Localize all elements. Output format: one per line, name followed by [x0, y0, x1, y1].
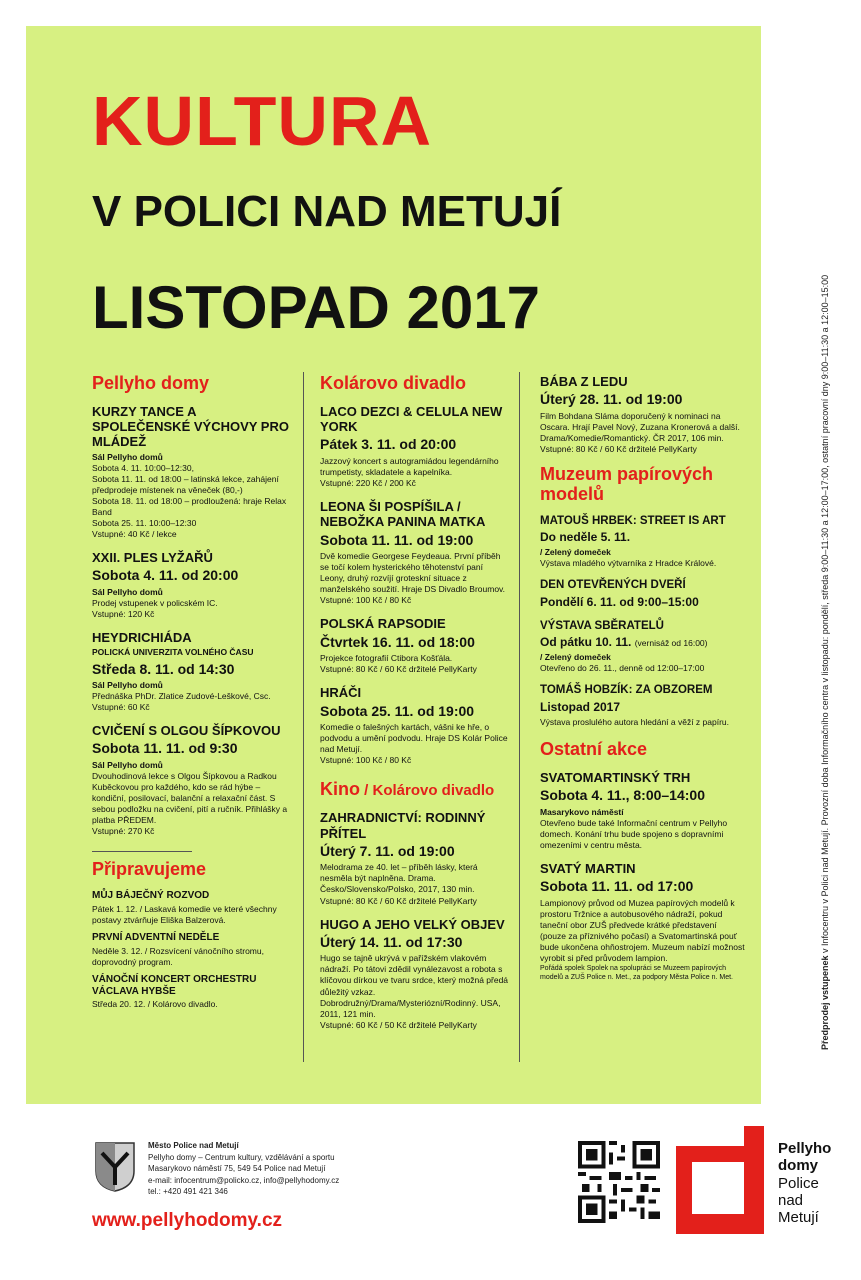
column-kolarovo-divadlo — [320, 374, 510, 1041]
event-title: ZAHRADNICTVÍ: RODINNÝ PŘÍTEL — [320, 810, 486, 841]
event-text: Komedie o falešných kartách, vášni ke hře, o podvodu a umění podvodu. Hraje DS Kolár Police nad Metují. Vstupné: 100 Kč / 80 Kč — [320, 722, 508, 766]
event-title: TOMÁŠ HOBZÍK: ZA OBZOREM — [540, 684, 713, 697]
event-date: Pátek 3. 11. od 20:00 — [320, 436, 457, 453]
event-date: Listopad 2017 — [540, 700, 621, 715]
event-text: Neděle 3. 12. / Rozsvícení vánočního stromu, doprovodný program. — [92, 945, 264, 967]
event — [320, 404, 510, 489]
event — [92, 630, 292, 713]
event-text: Sál Pellyho domů Sobota 4. 11. 10:00–12:30, Sobota 11. 11. od 18:00 – latinská lekce, zahájení předprodeje místenek na věneček (80,-) Sobota 18. 11. od 18:00 – prodloužená: hraje Relax Band Sobota 25. 11. 10:00–12:30 Vstupné: 40 Kč / lekce — [92, 451, 287, 540]
column-pellyho-domy — [92, 374, 292, 1021]
event-date: Úterý 14. 11. od 17:30 — [320, 933, 463, 950]
event — [320, 810, 510, 906]
event-title: LEONA ŠI POSPÍŠILA / NEBOŽKA PANINA MATKA — [320, 499, 486, 530]
event — [320, 616, 510, 675]
event — [92, 404, 292, 540]
event — [92, 723, 292, 837]
column-museum-other — [540, 374, 745, 992]
event-title: VÁNOČNÍ KONCERT ORCHESTRU VÁCLAVA HYBŠE — [92, 973, 257, 997]
event-date: Sobota 11. 11. od 17:00 — [540, 878, 694, 895]
event-title: BÁBA Z LEDU — [540, 374, 628, 389]
event-title: SVATÝ MARTIN — [540, 860, 636, 876]
event-title: KURZY TANCE A SPOLEČENSKÉ VÝCHOVY PRO MLÁDEŽ — [92, 403, 289, 450]
event-text: Jazzový koncert s autogramiádou legendárního trumpetisty, skladatele a kapelníka. Vstupné: 220 Kč / 200 Kč — [320, 455, 499, 489]
event — [540, 374, 745, 455]
event — [540, 515, 745, 570]
headline-kultura: KULTURA — [92, 82, 433, 160]
headline-town: V POLICI NAD METUJÍ — [92, 187, 562, 236]
pellyho-domy-logo-icon — [676, 1126, 764, 1234]
event-text: / Zelený domeček Otevřeno do 26. 11., denně od 12:00–17:00 — [540, 652, 705, 674]
event — [540, 770, 745, 851]
event — [92, 550, 292, 620]
event — [540, 620, 745, 675]
section-title: Kino / Kolárovo divadlo — [320, 779, 495, 800]
footer-address: Město Police nad Metují Pellyho domy – Centrum kultury, vzdělávání a sportu Masarykovo náměstí 75, 549 54 Police nad Metují e-mail: infocentrum@policko.cz, info@pellyhodomy.cz tel.: +420 491 421 346 — [148, 1141, 340, 1197]
event-date: Úterý 28. 11. od 19:00 — [540, 391, 683, 408]
event-text: / Zelený domeček Výstava mladého výtvarníka z Hradce Králové. — [540, 547, 717, 569]
event-title: PRVNÍ ADVENTNÍ NEDĚLE — [92, 931, 220, 943]
event — [540, 684, 745, 728]
event-date: Sobota 11. 11. od 19:00 — [320, 531, 474, 548]
event — [320, 685, 510, 766]
event-title: XXII. PLES LYŽAŘŮ — [92, 550, 213, 566]
event — [320, 499, 510, 606]
event-date: Sobota 11. 11. od 9:30 — [92, 740, 238, 757]
side-note — [806, 20, 830, 1070]
event-date: Čtvrtek 16. 11. od 18:00 — [320, 633, 475, 650]
event-title: DEN OTEVŘENÝCH DVEŘÍ — [540, 579, 686, 592]
event-text: Melodrama ze 40. let – příběh lásky, která nesměla být naplněna. Drama. Česko/Slovensko/Polsko, 2017, 130 min. Vstupné: 80 Kč / 60 Kč držitelé PellyKarty — [320, 862, 478, 906]
event-title: CVIČENÍ S OLGOU ŠÍPKOVOU — [92, 723, 281, 739]
section-title: Kolárovo divadlo — [320, 373, 467, 393]
pellyho-domy-logo-text: Pellyho domy Police nad Metují — [778, 1140, 832, 1226]
event-date: Do neděle 5. 11. — [540, 530, 631, 545]
section-title: Muzeum papírových modelů — [540, 464, 714, 504]
event-text: Masarykovo náměstí Otevřeno bude také Informační centrum v Pellyho domech. Konání trhu bude spojeno s dopravními omezeními v centru města. — [540, 806, 728, 850]
event — [92, 932, 292, 968]
section-title: Ostatní akce — [540, 739, 648, 760]
event-text: Projekce fotografií Ctibora Košťála. Vstupné: 80 Kč / 60 Kč držitelé PellyKarty — [320, 653, 477, 675]
event-text: Středa 20. 12. / Kolárovo divadlo. — [92, 999, 218, 1010]
event — [540, 861, 745, 982]
footer-website-link[interactable]: www.pellyhodomy.cz — [92, 1210, 283, 1231]
event-title: SVATOMARTINSKÝ TRH — [540, 769, 691, 785]
event-title: HUGO A JEHO VELKÝ OBJEV — [320, 916, 505, 932]
column-divider-1 — [303, 372, 304, 1062]
event — [320, 917, 510, 1031]
column-divider-2 — [519, 372, 520, 1062]
event-date: Od pátku 10. 11. (vernisáž od 16:00) — [540, 635, 708, 650]
event-text: Výstava proslulého autora hledání a věží z papíru. — [540, 717, 730, 728]
event-date: Sobota 4. 11. od 20:00 — [92, 567, 239, 584]
event — [92, 974, 292, 1011]
section-divider — [92, 851, 192, 852]
event-text: Sál Pellyho domů Přednáška PhDr. Zlatice Zudové-Leškové, Csc. Vstupné: 60 Kč — [92, 680, 271, 713]
event-title: HRÁČI — [320, 685, 362, 701]
side-note-text: Předprodej vstupenek v Infocentru v Polici nad Metují. Provozní doba Informačního centra v listopadu: pondělí, středa 9:00–11:30 a 12:00–17:00, ostatní pracovní dny 9:00–11:30 a 12:00–15:00 — [820, 274, 830, 1050]
event-date: Pondělí 6. 11. od 9:00–15:00 — [540, 594, 699, 609]
event-title: POLSKÁ RAPSODIE — [320, 616, 446, 632]
event-text: Sál Pellyho domů Prodej vstupenek v policském IC. Vstupné: 120 Kč — [92, 586, 218, 620]
event-date: Úterý 7. 11. od 19:00 — [320, 842, 455, 859]
event-title: VÝSTAVA SBĚRATELŮ — [540, 619, 664, 632]
section-title: Připravujeme — [92, 859, 207, 880]
event-text: Sál Pellyho domů Dvouhodinová lekce s Olgou Šípkovou a Radkou Kuběckovou pro každého, kdo se rád hýbe – kondiční, posilovací, balanční a relaxační část. S sebou podložku na cvičení, pití a ručník. Přihlášky a platba PŘEDEM. Vstupné: 270 Kč — [92, 759, 288, 837]
qr-code-icon[interactable] — [578, 1141, 660, 1223]
event-title: HEYDRICHIÁDA — [92, 630, 192, 646]
event-text: Film Bohdana Sláma doporučený k nominaci na Oscara. Hrají Pavel Nový, Zuzana Kronerová a další. Drama/Komedie/Romantický. ČR 2017, 106 min. Vstupné: 80 Kč / 60 Kč držitelé PellyKarty — [540, 410, 740, 454]
event — [92, 890, 292, 926]
event — [540, 579, 745, 610]
headline-month: LISTOPAD 2017 — [92, 274, 540, 341]
event-title: LACO DEZCI & CELULA NEW YORK — [320, 403, 503, 435]
section-title: Pellyho domy — [92, 373, 210, 393]
event-text: Pátek 1. 12. / Laskavá komedie ve které všechny postavy ztvárňuje Eliška Balzerová. — [92, 903, 277, 925]
event-title: MŮJ BÁJEČNÝ ROZVOD — [92, 890, 210, 902]
event-subtitle: POLICKÁ UNIVERZITA VOLNÉHO ČASU — [92, 647, 254, 658]
event-title: MATOUŠ HRBEK: STREET IS ART — [540, 514, 726, 527]
event-date: Sobota 4. 11., 8:00–14:00 — [540, 787, 705, 804]
city-crest-icon — [94, 1141, 136, 1193]
event-text: Dvě komedie Georgese Feydeaua. První příběh se točí kolem hysterického těhotenství paní Leony, druhý rozvíjí groteskní situace z manželského soužití. Hraje DS Divadlo Broumov. Vstupné: 100 Kč / 80 Kč — [320, 551, 506, 606]
event-text: Hugo se tajně ukrývá v pařížském vlakovém nádraží. Po tátovi zdědil vynálezavost a robota s klíčovou dírkou ve tvaru srdce, který možná předá důležitý vzkaz. Dobrodružný/Drama/Mysteriózní/Rodinný. USA, 2011, 121 min. Vstupné: 60 Kč / 50 Kč držitelé PellyKarty — [320, 953, 509, 1030]
event-text: Lampionový průvod od Muzea papírových modelů k prostoru Tržnice a autobusového nádraží, pokud taneční obor ZUŠ předvede krátké představení (pouze za příznivého počasí) a Svatomartinská pouť bude ukončena ohňostrojem. Muzeum nabízí možnost vyrobit si před průvodem lampion. Pořádá spolek Spolek na spolupráci se Muzeem papírových modelů a ZUŠ Police n. Met., za podpory Města Police n. Met. — [540, 897, 745, 982]
event-date: Středa 8. 11. od 14:30 — [92, 660, 235, 677]
event-date: Sobota 25. 11. od 19:00 — [320, 702, 475, 719]
